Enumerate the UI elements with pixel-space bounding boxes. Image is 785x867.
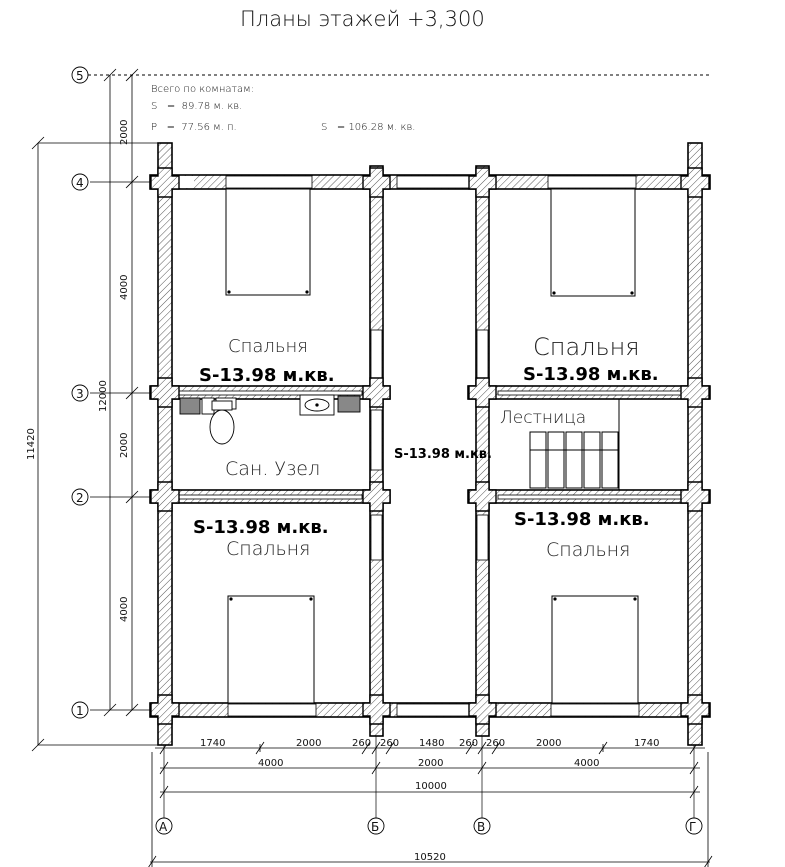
axis-col-a: А bbox=[159, 820, 168, 834]
bed-bottom-left bbox=[228, 596, 314, 703]
area-label-top-left: S-13.98 м.кв. bbox=[199, 365, 335, 386]
room-label-bathroom: Сан. Узел bbox=[225, 458, 321, 480]
toilet-icon bbox=[210, 410, 234, 444]
area-label-bottom-left: S-13.98 м.кв. bbox=[193, 517, 329, 538]
dim-bottom-260-b: 260 bbox=[380, 738, 400, 749]
axis-row-2: 2 bbox=[76, 491, 84, 505]
room-label-bedroom-bottom-left: Спальня bbox=[226, 538, 311, 560]
axis-row-4: 4 bbox=[76, 176, 84, 190]
dim-bottom-1740-right: 1740 bbox=[634, 738, 660, 749]
dim-bottom-2000-mid: 2000 bbox=[418, 758, 444, 769]
axis-col-g: Г bbox=[689, 820, 697, 834]
dim-left-11420: 11420 bbox=[26, 428, 37, 460]
dim-bottom-10520: 10520 bbox=[414, 852, 446, 863]
dim-bottom-260-a: 260 bbox=[352, 738, 372, 749]
cabinet-icon bbox=[180, 398, 200, 414]
dim-left-4000-bottom: 4000 bbox=[119, 596, 130, 622]
dim-bottom-260-c: 260 bbox=[459, 738, 479, 749]
area-label-top-right: S-13.98 м.кв. bbox=[523, 364, 659, 385]
dim-bottom-4000-left: 4000 bbox=[258, 758, 284, 769]
room-label-stairs: Лестница bbox=[500, 408, 587, 428]
dim-left-12000: 12000 bbox=[98, 380, 109, 412]
dim-left-4000-top: 4000 bbox=[119, 274, 130, 300]
bathroom-fixtures bbox=[180, 395, 360, 444]
axis-row-5: 5 bbox=[76, 69, 84, 83]
area-label-bottom-right: S-13.98 м.кв. bbox=[514, 509, 650, 530]
summary-perimeter: P = 77.56 м. п. bbox=[151, 122, 237, 133]
dim-bottom-1480: 1480 bbox=[419, 738, 445, 749]
summary-block bbox=[151, 84, 416, 133]
dim-bottom-2000-right: 2000 bbox=[536, 738, 562, 749]
axis-col-v: В bbox=[477, 820, 486, 834]
room-label-bedroom-bottom-right: Спальня bbox=[546, 539, 631, 561]
axis-col-b: Б bbox=[371, 820, 380, 834]
dim-bottom-260-d: 260 bbox=[486, 738, 506, 749]
bed-top-left bbox=[226, 189, 310, 295]
row-axis-markers bbox=[72, 67, 88, 718]
dim-bottom-4000-right: 4000 bbox=[574, 758, 600, 769]
area-label-corridor: S-13.98 м.кв. bbox=[394, 447, 492, 462]
bed-bottom-right bbox=[552, 596, 638, 703]
room-label-bedroom-top-right: Спальня bbox=[533, 333, 640, 361]
dim-left-2000-top: 2000 bbox=[119, 119, 130, 145]
dim-left-2000-mid: 2000 bbox=[119, 432, 130, 458]
summary-area-gross: S = 106.28 м. кв. bbox=[321, 122, 416, 133]
column-axis-markers bbox=[156, 818, 702, 834]
axis-row-1: 1 bbox=[76, 704, 84, 718]
room-label-bedroom-top-left: Спальня bbox=[228, 336, 308, 357]
drawing-title: Планы этажей +3,300 bbox=[240, 7, 485, 31]
axis-row-3: 3 bbox=[76, 387, 84, 401]
bed-top-right bbox=[551, 189, 635, 296]
dim-bottom-2000-left: 2000 bbox=[296, 738, 322, 749]
summary-header: Всего по комнатам: bbox=[151, 84, 255, 95]
summary-area-total: S = 89.78 м. кв. bbox=[151, 101, 243, 112]
dim-bottom-10000: 10000 bbox=[415, 781, 447, 792]
dim-bottom-1740-left: 1740 bbox=[200, 738, 226, 749]
